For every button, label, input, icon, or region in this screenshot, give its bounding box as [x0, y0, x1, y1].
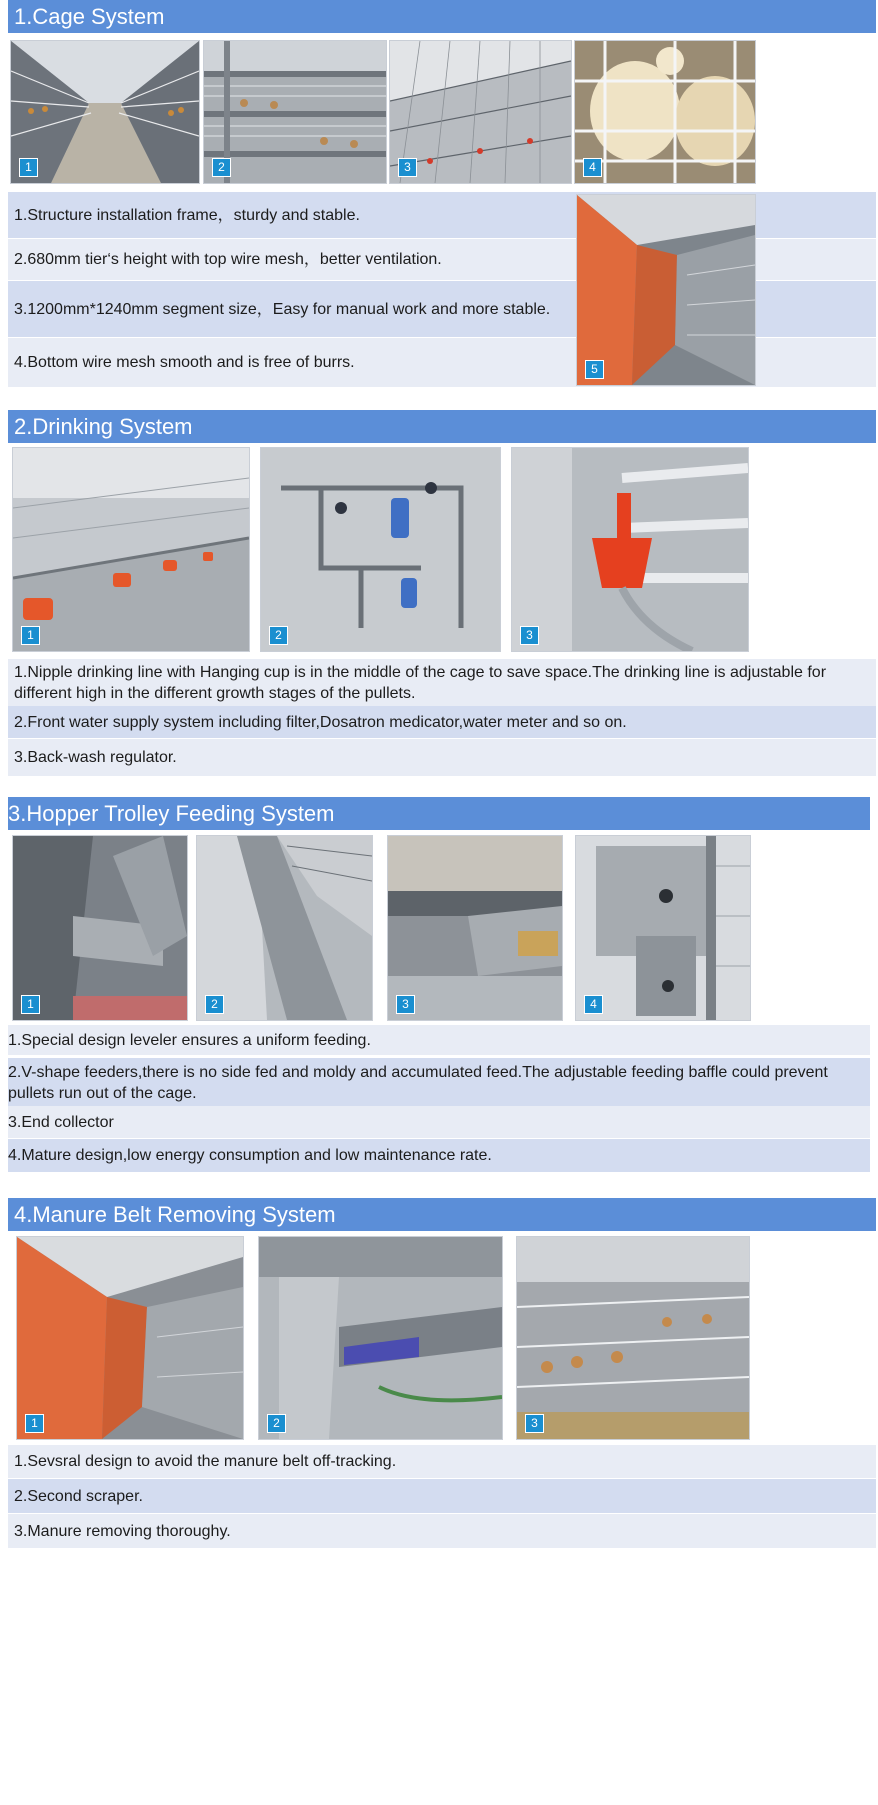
feeding-feature-2: 2.V-shape feeders,there is no side fed and moldy and accumulated feed.The adjustable feeding baffle could prevent pullets run out of the cage. [8, 1058, 870, 1109]
photo-number-badge: 2 [267, 1414, 286, 1433]
manure-feature-3: 3.Manure removing thoroughy. [8, 1514, 876, 1548]
photo-cage-rows [203, 40, 387, 184]
photo-number-badge: 1 [19, 158, 38, 177]
photo-second-scraper [258, 1236, 503, 1440]
manure-feature-2: 2.Second scraper. [8, 1479, 876, 1513]
photo-manure-removing [516, 1236, 750, 1440]
photo-number-badge: 2 [205, 995, 224, 1014]
photo-water-supply-system [260, 447, 501, 652]
manure-feature-1: 1.Sevsral design to avoid the manure belt off-tracking. [8, 1445, 876, 1478]
cage-feature-1: 1.Structure installation frame，sturdy and stable. [8, 192, 876, 238]
photo-hopper-trolley [575, 835, 751, 1021]
photo-cage-curtain [576, 194, 756, 386]
photo-end-collector [387, 835, 563, 1021]
photo-number-badge: 3 [525, 1414, 544, 1433]
photo-number-badge: 1 [21, 995, 40, 1014]
photo-nipple-drinking-line [12, 447, 250, 652]
photo-number-badge: 3 [520, 626, 539, 645]
photo-number-badge: 3 [398, 158, 417, 177]
photo-manure-belt-curtain [16, 1236, 244, 1440]
cage-feature-3: 3.1200mm*1240mm segment size，Easy for manual work and more stable. [8, 281, 876, 337]
photo-number-badge: 4 [583, 158, 602, 177]
section-title-cage-system: 1.Cage System [8, 0, 876, 33]
feeding-feature-3: 3.End collector [8, 1106, 870, 1138]
photo-number-badge: 1 [21, 626, 40, 645]
photo-leveler [12, 835, 188, 1021]
photo-cage-wire-mesh [389, 40, 572, 184]
feeding-feature-1: 1.Special design leveler ensures a uniform feeding. [8, 1025, 870, 1055]
section-title-drinking-system: 2.Drinking System [8, 410, 876, 443]
photo-cage-aisle [10, 40, 200, 184]
photo-back-wash-regulator [511, 447, 749, 652]
section-title-hopper-feeding-system: 3.Hopper Trolley Feeding System [8, 797, 870, 830]
drinking-feature-3: 3.Back-wash regulator. [8, 739, 876, 776]
photo-v-shape-feeder [196, 835, 373, 1021]
photo-number-badge: 1 [25, 1414, 44, 1433]
photo-number-badge: 4 [584, 995, 603, 1014]
photo-pullets-in-cage [574, 40, 756, 184]
section-title-manure-belt-system: 4.Manure Belt Removing System [8, 1198, 876, 1231]
photo-number-badge: 3 [396, 995, 415, 1014]
drinking-feature-1: 1.Nipple drinking line with Hanging cup is in the middle of the cage to save space.The drinking line is adjustable for different high in the different growth stages of the pullets. [8, 659, 876, 708]
photo-number-badge: 5 [585, 360, 604, 379]
cage-feature-2: 2.680mm tier‘s height with top wire mesh，better ventilation. [8, 239, 876, 280]
cage-feature-4: 4.Bottom wire mesh smooth and is free of burrs. [8, 338, 876, 387]
feeding-feature-4: 4.Mature design,low energy consumption and low maintenance rate. [8, 1139, 870, 1172]
photo-number-badge: 2 [269, 626, 288, 645]
photo-number-badge: 2 [212, 158, 231, 177]
drinking-feature-2: 2.Front water supply system including filter,Dosatron medicator,water meter and so on. [8, 706, 876, 738]
